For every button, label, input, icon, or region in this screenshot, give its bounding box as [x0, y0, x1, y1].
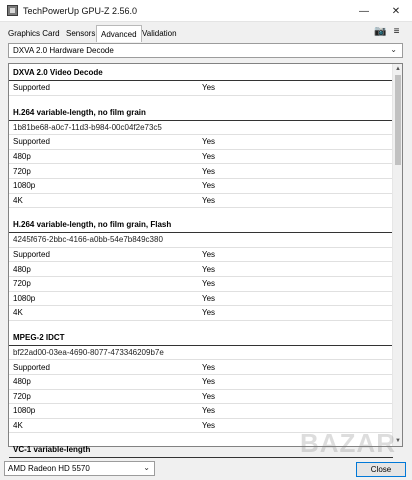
section-spacer [9, 96, 393, 104]
menu-icon[interactable]: ≡ [393, 26, 400, 37]
gpu-select[interactable] [4, 461, 155, 476]
scroll-down-icon[interactable]: ▼ [395, 438, 401, 444]
section-header: DXVA 2.0 Video Decode [9, 64, 393, 81]
list-item [9, 375, 393, 390]
watermark-logo: BAZAR [300, 428, 396, 458]
row-label: Supported [13, 83, 50, 93]
scroll-up-icon[interactable]: ▲ [395, 66, 401, 72]
camera-icon[interactable]: 📷 [374, 26, 387, 37]
row-label: 480p [13, 377, 31, 387]
list-item [9, 390, 393, 405]
gpu-z-app-icon [7, 5, 18, 16]
chevron-down-icon: ⌄ [390, 45, 397, 54]
close-button[interactable]: Close [356, 462, 406, 477]
row-label: 1080p [13, 181, 36, 191]
details-panel [8, 63, 403, 455]
row-value: Yes [202, 420, 216, 430]
tab-validation[interactable]: Validation [142, 29, 177, 38]
list-item [9, 150, 393, 165]
row-label: 480p [13, 264, 31, 274]
row-label: Supported [13, 137, 50, 147]
section-header: H.264 variable-length, no film grain [9, 104, 393, 121]
section-spacer [9, 321, 393, 329]
row-value: Yes [202, 83, 216, 93]
list-item [9, 135, 393, 150]
row-label: 720p [13, 166, 31, 176]
list-item [9, 404, 393, 419]
row-value: Yes [202, 391, 216, 401]
row-label: 1080p [13, 293, 36, 303]
section-spacer [9, 208, 393, 216]
advanced-category-value: DXVA 2.0 Hardware Decode [13, 46, 114, 55]
tab-bar [0, 22, 412, 42]
row-value: Yes [202, 406, 216, 416]
minimize-icon[interactable]: — [359, 5, 369, 17]
list-item [9, 306, 393, 321]
row-value: Yes [202, 250, 216, 260]
row-label: 720p [13, 279, 31, 289]
tab-graphics-card[interactable]: Graphics Card [8, 29, 60, 38]
row-value: Yes [202, 308, 216, 318]
list-item [9, 277, 393, 292]
list-item [9, 179, 393, 194]
section-header: MPEG-2 IDCT [9, 329, 393, 346]
window-title: TechPowerUp GPU-Z 2.56.0 [23, 5, 138, 16]
section-header: VC-1 variable-length [9, 441, 393, 458]
vertical-scrollbar[interactable] [392, 64, 402, 446]
chevron-down-icon: ⌄ [143, 463, 150, 472]
row-label: 4K [13, 420, 23, 430]
row-value: Yes [202, 279, 216, 289]
scrollbar-thumb[interactable] [395, 75, 401, 165]
row-value: Yes [202, 166, 216, 176]
list-item [9, 164, 393, 179]
advanced-category-select[interactable] [8, 43, 403, 58]
codec-guid: 1b81be68-a0c7-11d3-b984-00c04f2e73c5 [9, 121, 393, 136]
row-value: Yes [202, 152, 216, 162]
codec-guid: 4245f676-2bbc-4166-a0bb-54e7b849c380 [9, 233, 393, 248]
close-window-icon[interactable]: ✕ [391, 5, 401, 17]
list-item [9, 194, 393, 209]
row-label: 4K [13, 195, 23, 205]
list-item [9, 248, 393, 263]
row-label: 1080p [13, 406, 36, 416]
row-label: Supported [13, 250, 50, 260]
section-header: H.264 variable-length, no film grain, Flash [9, 216, 393, 233]
row-label: 480p [13, 152, 31, 162]
tab-advanced[interactable]: Advanced [96, 25, 142, 42]
row-label: Supported [13, 362, 50, 372]
details-list [9, 64, 393, 458]
row-value: Yes [202, 377, 216, 387]
row-value: Yes [202, 293, 216, 303]
tab-sensors[interactable]: Sensors [66, 29, 96, 38]
row-value: Yes [202, 181, 216, 191]
row-value: Yes [202, 195, 216, 205]
row-value: Yes [202, 362, 216, 372]
row-label: 720p [13, 391, 31, 401]
window-controls [348, 0, 412, 22]
list-item [9, 360, 393, 375]
title-bar [0, 0, 412, 22]
row-value: Yes [202, 264, 216, 274]
list-item [9, 81, 393, 96]
codec-guid: bf22ad00-03ea-4690-8077-473346209b7e [9, 346, 393, 361]
gpu-select-value: AMD Radeon HD 5570 [8, 464, 90, 473]
list-item [9, 292, 393, 307]
row-value: Yes [202, 137, 216, 147]
row-label: 4K [13, 308, 23, 318]
toolbar-icons [374, 26, 402, 37]
list-item [9, 262, 393, 277]
